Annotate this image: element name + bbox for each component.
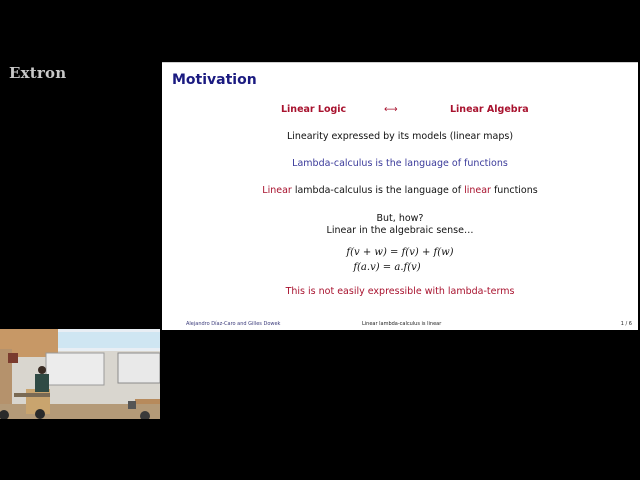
footer-page-number: 1 / 6 [620,321,632,327]
lecture-room-image [0,329,160,419]
models-line: Linearity expressed by its models (linear maps) [286,131,514,142]
footer-talk-title: Linear lambda-calculus is linear [362,321,442,327]
conclusion-line: This is not easily expressible with lambda-terms [285,286,515,297]
linear-lambda-line: Linear lambda-calculus is the language of linear functions [262,185,538,196]
but-how-line: But, how? [376,213,424,224]
linear-algebra-label: Linear Algebra [450,104,529,115]
equation-homogeneity: f(a.v) = a.f(v) [353,262,421,273]
footer-authors: Alejandro Díaz-Caro and Gilles Dowek [186,321,281,327]
speaker-video-inset [0,329,160,419]
slide-footer [162,318,638,330]
double-arrow-icon: ⟷ [384,104,398,115]
presentation-slide [162,62,638,330]
slide-title: Motivation [172,72,257,88]
lambda-line: Lambda-calculus is the language of functions [292,158,508,169]
equation-additivity: f(v + w) = f(v) + f(w) [346,247,454,258]
linear-logic-label: Linear Logic [281,104,347,115]
extron-logo: Extron [9,64,67,82]
algebraic-line: Linear in the algebraic sense… [326,225,474,236]
